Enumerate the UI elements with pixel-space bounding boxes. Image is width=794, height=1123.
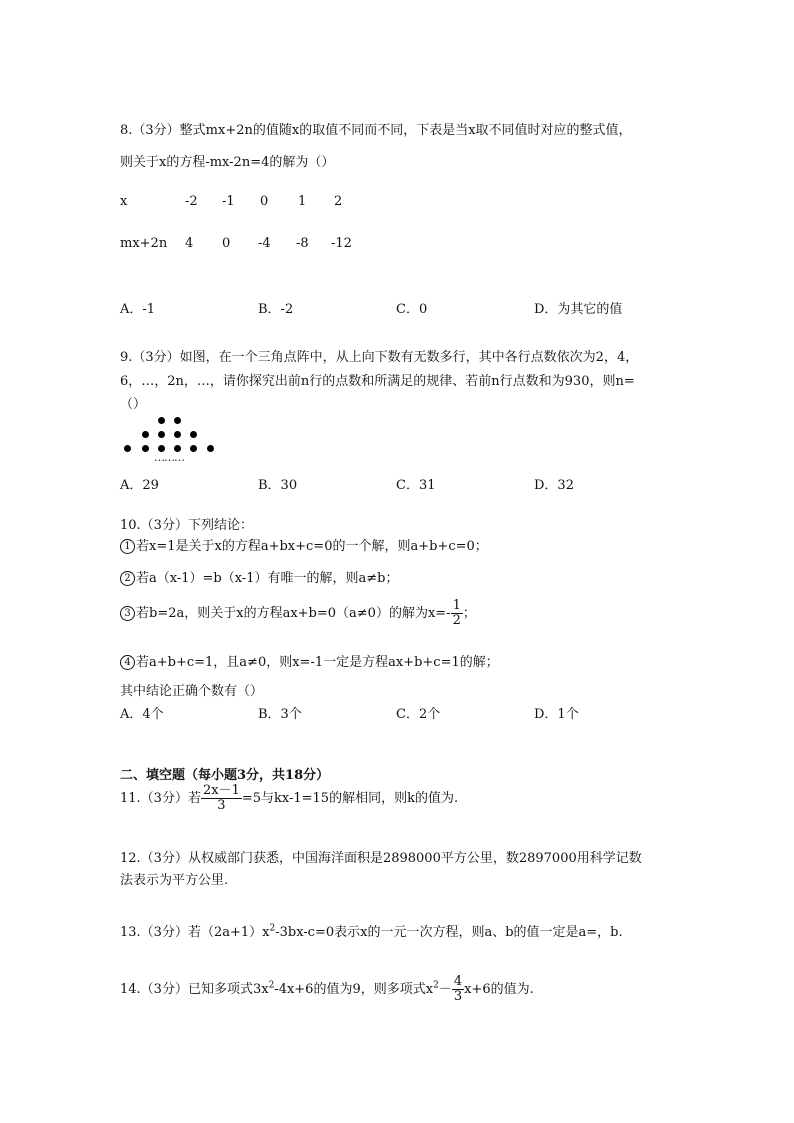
- q11: [120, 784, 458, 813]
- option-c: C．2个: [396, 707, 441, 722]
- q12-line2: 法表示为平方公里.: [120, 873, 229, 888]
- q14-prefix: 14.（3分）已知多项式3x: [120, 982, 269, 997]
- minus-sign: －: [438, 982, 452, 997]
- q11-suffix: =5与kx-1=15的解相同，则k的值为.: [241, 791, 459, 806]
- q9-line1: 9.（3分）如图，在一个三角点阵中，从上向下数有无数多行，其中各行点数依次为2，4，: [120, 350, 639, 365]
- section-heading: 二、填空题（每小题3分，共18分）: [120, 768, 330, 783]
- q12-line1: 12.（3分）从权威部门获悉，中国海洋面积是2898000平方公里，数2897000用科学记数: [120, 851, 642, 866]
- fraction-denominator: 2: [452, 613, 461, 628]
- q8-line2: 则关于x的方程-mx-2n=4的解为（）: [120, 155, 335, 170]
- fraction-one-half: [451, 599, 463, 628]
- fraction-numerator: 4: [453, 974, 463, 989]
- dots-ellipsis: ………: [154, 451, 184, 464]
- q10-title: 10.（3分）下列结论：: [120, 518, 253, 533]
- table-cell: -1: [222, 194, 235, 209]
- circled-number: 2: [120, 571, 135, 586]
- q10-statement-1: [120, 535, 488, 554]
- option-c: C．31: [396, 478, 436, 493]
- statement-text: 若a+b+c=1，且a≠0，则x=-1一定是方程ax+b+c=1的解；: [136, 655, 499, 670]
- option-b: B．30: [258, 478, 298, 493]
- table-cell: 0: [260, 194, 269, 209]
- table-cell: 0: [222, 236, 231, 251]
- q14-fraction: [452, 975, 464, 1004]
- fraction-numerator: 1: [452, 598, 461, 613]
- dot: [174, 417, 181, 424]
- q13: [120, 921, 623, 940]
- table-cell: 2: [334, 194, 343, 209]
- q14-middle: -4x+6的值为9，则多项式x: [274, 982, 434, 997]
- option-d: D．32: [534, 478, 574, 493]
- statement-text: ；: [462, 606, 476, 621]
- q10-statement-4: [120, 651, 499, 670]
- statement-text: 若a（x-1）=b（x-1）有唯一的解，则a≠b；: [136, 571, 399, 586]
- dot: [190, 445, 197, 452]
- table-cell: x: [120, 194, 128, 209]
- dot: [158, 431, 165, 438]
- table-cell: 4: [185, 236, 194, 251]
- option-a: A．-1: [120, 302, 156, 317]
- table-cell: -12: [331, 236, 352, 251]
- table-cell: -8: [296, 236, 309, 251]
- fraction-denominator: 3: [201, 798, 242, 813]
- superscript: 2: [268, 980, 275, 991]
- statement-text: 若b=2a，则关于x的方程ax+b=0（a≠0）的解为x=-: [136, 606, 451, 621]
- dot: [142, 445, 149, 452]
- dot: [174, 431, 181, 438]
- fraction-denominator: 3: [453, 989, 463, 1004]
- option-b: B．3个: [258, 707, 302, 722]
- q11-prefix: 11.（3分）若: [120, 791, 201, 806]
- table-cell: mx+2n: [120, 236, 168, 251]
- dot: [207, 445, 214, 452]
- option-b: B．-2: [258, 302, 294, 317]
- table-cell: 1: [298, 194, 307, 209]
- fraction-numerator: 2x－1: [202, 783, 240, 798]
- option-c: C．0: [396, 302, 428, 317]
- superscript: 2: [269, 923, 276, 934]
- table-cell: -4: [258, 236, 271, 251]
- dot: [190, 431, 197, 438]
- q9-line2: 6，…，2n，…，请你探究出前n行的点数和所满足的规律、若前n行点数和为930，则n=: [120, 374, 635, 389]
- dot: [124, 445, 131, 452]
- option-a: A．29: [120, 478, 159, 493]
- statement-text: 若x=1是关于x的方程a+bx+c=0的一个解，则a+b+c=0；: [136, 539, 488, 554]
- superscript: 2: [433, 980, 439, 991]
- option-d: D．为其它的值: [534, 302, 623, 317]
- q13-suffix: -3bx-c=0表示x的一元一次方程，则a、b的值一定是a=，b.: [275, 925, 623, 940]
- dot: [142, 431, 149, 438]
- q9-line3: （）: [120, 397, 147, 412]
- q14: [120, 975, 534, 1004]
- q11-fraction: [201, 784, 242, 813]
- q14-suffix: x+6的值为.: [464, 982, 534, 997]
- table-cell: -2: [185, 194, 198, 209]
- q10-statement-3: [120, 599, 476, 628]
- circled-number: 1: [120, 539, 135, 554]
- circled-number: 4: [120, 655, 135, 670]
- q10-statement-2: [120, 567, 398, 586]
- option-a: A．4个: [120, 707, 164, 722]
- dot: [158, 417, 165, 424]
- q8-line1: 8.（3分）整式mx+2n的值随x的取值不同而不同，下表是当x取不同值时对应的整式值，: [120, 123, 632, 138]
- q10-summary: 其中结论正确个数有（）: [120, 684, 264, 699]
- circled-number: 3: [120, 606, 135, 621]
- q13-prefix: 13.（3分）若（2a+1）x: [120, 925, 270, 940]
- option-d: D．1个: [534, 707, 579, 722]
